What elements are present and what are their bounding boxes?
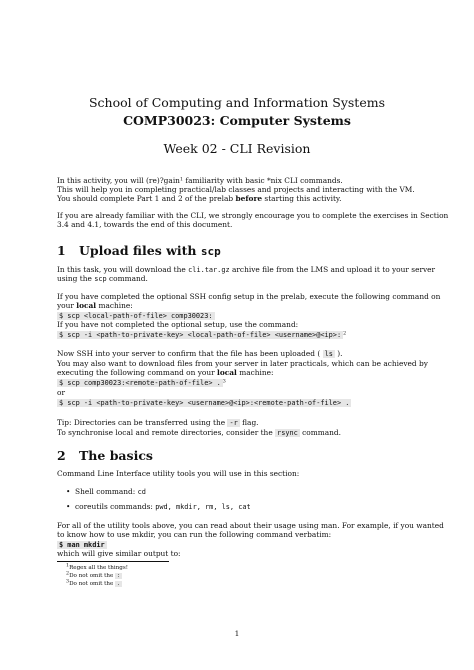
course-title: COMP30023: Computer Systems <box>123 113 351 128</box>
s1-or: or <box>57 388 65 397</box>
footnote-ref-3: 3 <box>222 379 226 385</box>
bullet-icon: • <box>66 502 71 511</box>
footnote-1: $^1$Regex all the things! <box>66 563 128 571</box>
s2-command: $ man mkdir <box>59 541 105 549</box>
footnote-3: $^3$Do not omit the . <box>66 579 121 587</box>
s1-command-1: $ scp <local-path-of-file> comp30023: <box>59 312 213 320</box>
s1-command-2: $ scp -i <path-to-private-key> <local-path-of-file> <username>@<ip>: $^2$ <box>59 331 347 339</box>
intro-line-5: 3.4 and 4.1, towards the end of this document. <box>57 220 233 229</box>
s1-command-3: $ scp comp30023:<remote-path-of-file> . $^3$ <box>59 379 226 387</box>
s2-para-1: Command Line Interface utility tools you will use in this section: <box>57 469 300 478</box>
s2-para-3: to know how to use mkdir, you can run the following command verbatim: <box>57 530 332 539</box>
intro-line-3: You should complete Part 1 and 2 of the prelab before starting this activity. <box>57 194 342 203</box>
s1-para-2-line-1: If you have completed the optional SSH config setup in the prelab, execute the following command on <box>57 292 441 301</box>
week-title: Week 02 - CLI Revision <box>163 141 311 156</box>
footnote-ref-2: 2 <box>343 331 347 337</box>
s1-command-4: $ scp -i <path-to-private-key> <username>@<ip>:<remote-path-of-file> . <box>59 399 350 407</box>
s2-para-4: which will give similar output to: <box>57 549 181 558</box>
s2-bullet-2: coreutils commands: pwd, mkdir, rm, ls, cat <box>75 502 251 511</box>
intro-line-1: In this activity, you will (re)?gain$^1$ familiarity with basic *nix CLI commands. <box>57 176 343 185</box>
s1-para-1-line-2: using the scp command. <box>57 274 148 283</box>
s1-tip: Tip: Directories can be transferred using the -r flag. <box>57 418 259 427</box>
bullet-icon: • <box>66 487 71 496</box>
intro-line-4: If you are already familiar with the CLI, we strongly encourage you to complete the exercises in Section <box>57 211 449 220</box>
school-name: School of Computing and Information Systems <box>88 95 385 110</box>
s1-para-6: executing the following command on your local machine: <box>57 368 274 377</box>
s1-para-4: Now SSH into your server to confirm that the file has been uploaded ( ls ). <box>57 349 343 358</box>
s1-para-2-line-2: your local machine: <box>57 301 133 310</box>
section-1-heading: 1 Upload files with scp <box>57 243 221 258</box>
s2-bullet-1: Shell command: cd <box>75 487 146 496</box>
section-2-heading: 2 The basics <box>57 448 153 463</box>
footnote-2: $^2$Do not omit the : <box>66 571 121 579</box>
s1-para-3: If you have not completed the optional setup, use the command: <box>57 320 299 329</box>
intro-line-2: This will help you in completing practical/lab classes and projects and interacting with the VM. <box>57 185 415 194</box>
page-number: 1 <box>234 629 240 638</box>
s2-para-2: For all of the utility tools above, you can read about their usage using man. For example, if you wanted <box>57 521 444 530</box>
footnote-ref-1: 1 <box>179 177 184 183</box>
s1-rsync: To synchronise local and remote directories, consider the rsync command. <box>57 428 341 437</box>
s1-para-1-line-1: In this task, you will download the cli.tar.gz archive file from the LMS and upload it to your server <box>57 265 436 274</box>
footnote-divider <box>57 561 169 562</box>
s1-para-5: You may also want to download files from your server in later practicals, which can be achieved by <box>57 359 428 368</box>
